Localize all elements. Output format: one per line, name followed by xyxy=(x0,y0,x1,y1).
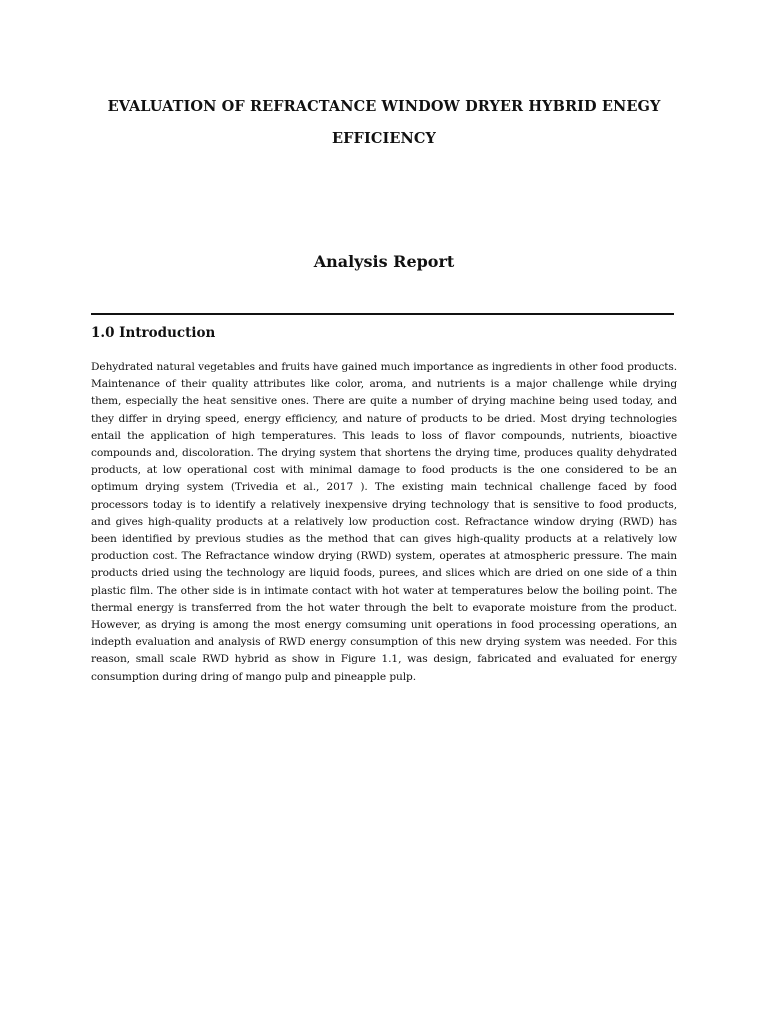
section-heading-introduction: 1.0 Introduction xyxy=(91,325,216,341)
report-subtitle: Analysis Report xyxy=(313,252,455,271)
introduction-paragraph: Dehydrated natural vegetables and fruits have gained much importance as ingredients in other food products. Maintenance of their quality attributes like color, aroma, and nutrients is a major challenge while drying them, especially the heat sensitive ones. There are quite a number of drying machine being used today, and they differ in drying speed, energy efficiency, and nature of products to be dried. Most drying technologies entail the application of high temperatures. This leads to loss of flavor compounds, nutrients, bioactive compounds and, discoloration. The drying system that shortens the drying time, produces quality dehydrated products, at low operational cost with minimal damage to food products is the one considered to be an optimum drying system (Trivedia et al., 2017 ). The existing main technical challenge faced by food processors today is to identify a relatively inexpensive drying technology that is sensitive to food products, and gives high-quality products at a relatively low production cost. Refractance window drying (RWD) has been identified by previous studies as the method that can gives high-quality products at a relatively low production cost. The Refractance window drying (RWD) system, operates at atmospheric pressure. The main products dried using the technology are liquid foods, purees, and slices which are dried on one side of a thin plastic film. The other side is in intimate contact with hot water at temperatures below the boiling point. The thermal energy is transferred from the hot water through the belt to evaporate moisture from the product. However, as drying is among the most energy comsuming unit operations in food processing operations, an indepth evaluation and analysis of RWD energy consumption of this new drying system was needed. For this reason, small scale RWD hybrid as show in Figure 1.1, was design, fabricated and evaluated for energy consumption during dring of mango pulp and pineapple pulp. xyxy=(91,361,677,683)
horizontal-divider xyxy=(91,313,674,315)
document-title: EVALUATION OF REFRACTANCE WINDOW DRYER HYBRID ENEGY EFFICIENCY xyxy=(107,98,661,147)
